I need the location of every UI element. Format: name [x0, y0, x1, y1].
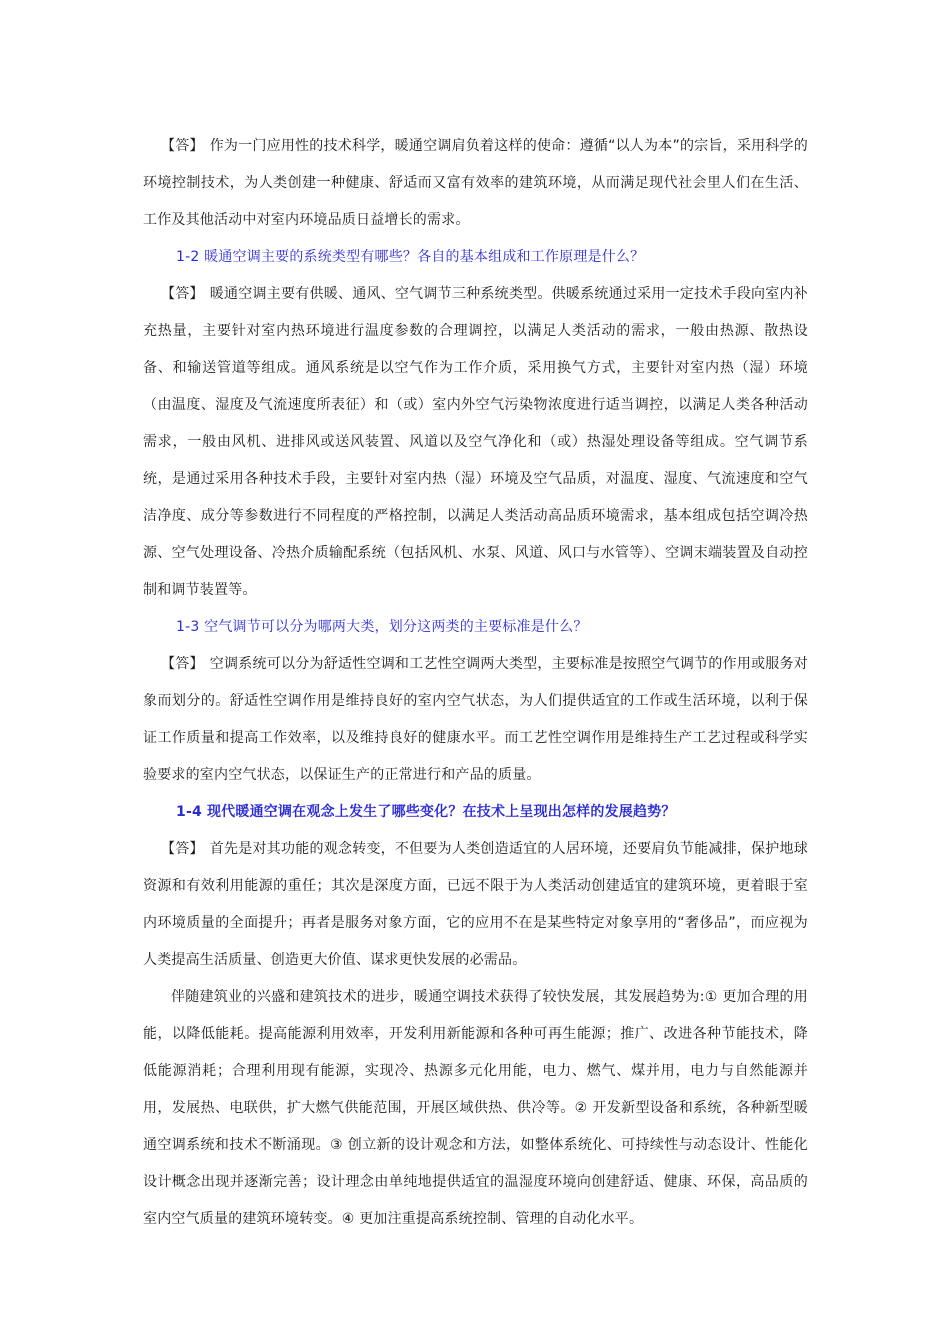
- answer-1-1: [143, 128, 808, 239]
- answer-1-4: [143, 831, 808, 979]
- answer-text: 空调系统可以分为舒适性空调和工艺性空调两大类型，主要标准是按照空气调节的作用或服务对象而划分的。舒适性空调作用是维持良好的室内空气状态，为人们提供适宜的工作或生活环境，以利于保证工作质量和提高工作效率，以及维持良好的健康水平。而工艺性空调作用是维持生产工艺过程或科学实验要求的室内空气状态，以保证生产的正常进行和产品的质量。: [143, 656, 808, 783]
- document-body: [143, 128, 808, 1238]
- answer-tag: 【答】: [161, 841, 204, 857]
- question-1-3: 1-3 空气调节可以分为哪两大类，划分这两类的主要标准是什么？: [176, 619, 588, 635]
- question-1-2: 1-2 暖通空调主要的系统类型有哪些？各自的基本组成和工作原理是什么？: [176, 249, 645, 265]
- answer-tag: 【答】: [161, 286, 204, 302]
- answer-text: 暖通空调主要有供暖、通风、空气调节三种系统类型。供暖系统通过采用一定技术手段向室内补充热量，主要针对室内热环境进行温度参数的合理调控，以满足人类活动的需求，一般由热源、散热设备、和输送管道等组成。通风系统是以空气作为工作介质，采用换气方式，主要针对室内热（湿）环境（由温度、湿度及气流速度所表征）和（或）室内外空气污染物浓度进行适当调控，以满足人类各种活动需求，一般由风机、进排风或送风装置、风道以及空气净化和（或）热湿处理设备等组成。空气调节系统，是通过采用各种技术手段，主要针对室内热（湿）环境及空气品质，对温度、湿度、气流速度和空气洁净度、成分等参数进行不同程度的严格控制，以满足人类活动高品质环境需求，基本组成包括空调冷热源、空气处理设备、冷热介质输配系统（包括风机、水泵、风道、风口与水管等）、空调末端装置及自动控制和调节装置等。: [143, 286, 808, 598]
- development-trend-paragraph: 伴随建筑业的兴盛和建筑技术的进步，暖通空调技术获得了较快发展，其发展趋势为:① 更加合理的用能，以降低能耗。提高能源利用效率，开发利用新能源和各种可再生能源；推广、改进各种节能技术，降低能源消耗；合理利用现有能源，实现冷、热源多元化用能，电力、燃气、煤并用，电力与自然能源并用，发展热、电联供，扩大燃气供能范围，开展区域供热、供冷等。② 开发新型设备和系统，各种新型暖通空调系统和技术不断涌现。③ 创立新的设计观念和方法，如整体系统化、可持续性与动态设计、性能化设计概念出现并逐渐完善；设计理念由单纯地提供适宜的温湿度环境向创建舒适、健康、环保，高品质的室内空气质量的建筑环境转变。④ 更加注重提高系统控制、管理的自动化水平。: [143, 989, 808, 1227]
- answer-tag: 【答】: [161, 656, 204, 672]
- answer-text: 作为一门应用性的技术科学，暖通空调肩负着这样的使命：遵循“以人为本”的宗旨，采用科学的环境控制技术，为人类创建一种健康、舒适而又富有效率的建筑环境，从而满足现代社会里人们在生活、工作及其他活动中对室内环境品质日益增长的需求。: [143, 138, 808, 228]
- answer-text: 首先是对其功能的观念转变，不但要为人类创造适宜的人居环境，还要肩负节能减排，保护地球资源和有效利用能源的重任；其次是深度方面，已远不限于为人类活动创建适宜的建筑环境，更着眼于室内环境质量的全面提升；再者是服务对象方面，它的应用不在是某些特定对象享用的“奢侈品”，而应视为人类提高生活质量、创造更大价值、谋求更快发展的必需品。: [143, 841, 808, 968]
- answer-tag: 【答】: [161, 138, 204, 154]
- answer-1-2: [143, 276, 808, 609]
- answer-1-3: [143, 646, 808, 794]
- question-1-4: 1-4 现代暖通空调在观念上发生了哪些变化？在技术上呈现出怎样的发展趋势？: [176, 804, 676, 820]
